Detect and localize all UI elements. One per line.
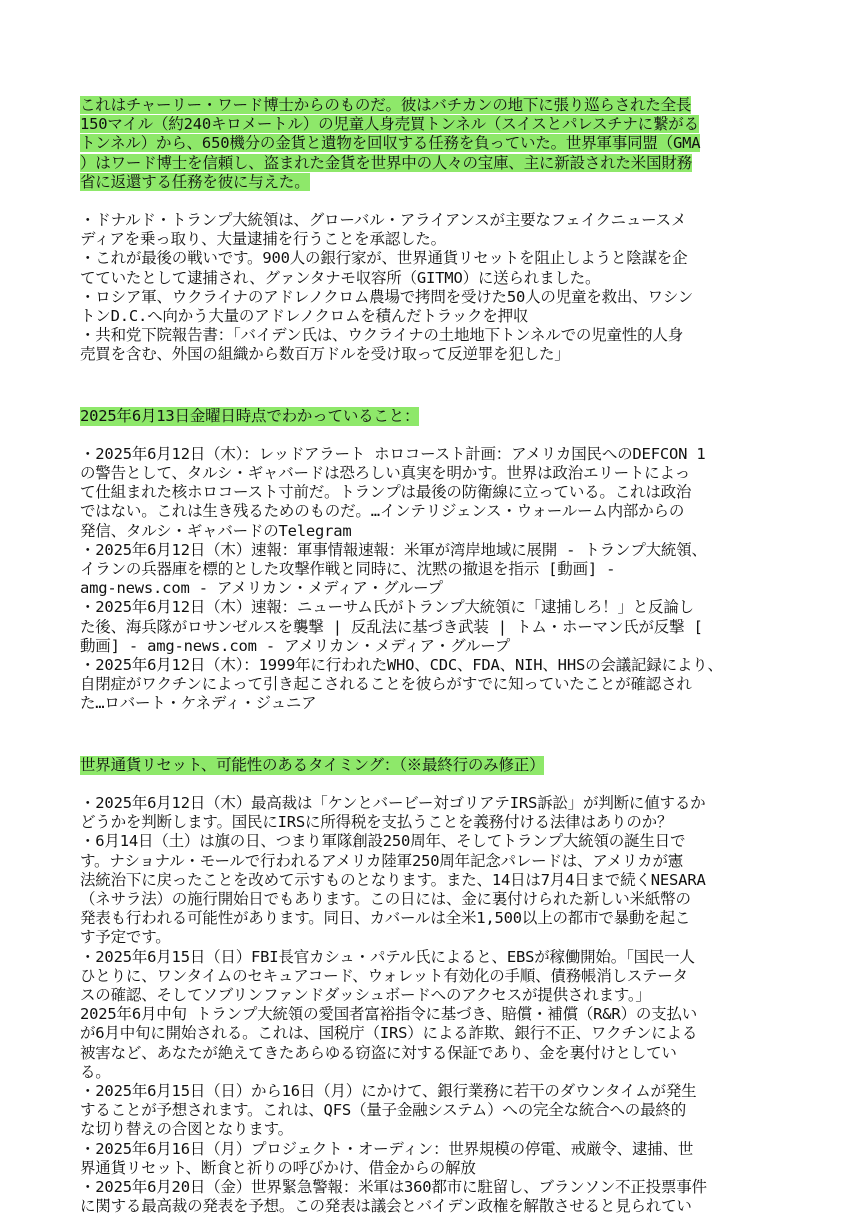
section-line: ・2025年6月15日（日）FBI長官カシュ・パテル氏によると、EBSが稼働開始。「国民一人 xyxy=(80,947,695,966)
section-line: す予定です。 xyxy=(80,928,171,947)
section-line: ・2025年6月12日（木）：レッドアラート ホロコースト計画：アメリカ国民へのDEFCON 1 xyxy=(80,444,706,463)
section-heading: 2025年6月13日金曜日時点でわかっていること： xyxy=(80,406,420,425)
news-line: ・ロシア軍、ウクライナのアドレノクロム農場で拷問を受けた50人の児童を救出、ワシン xyxy=(80,287,694,306)
news-line: てていたとして逮捕され、グァンタナモ収容所（GITMO）に送られました。 xyxy=(80,268,601,287)
section-line: ・2025年6月12日（木）速報：ニューサム氏がトランプ大統領に「逮捕しろ！」と反論し xyxy=(80,598,694,617)
news-line: ・ドナルド・トランプ大統領は、グローバル・アライアンスが主要なフェイクニュースメ xyxy=(80,211,687,230)
intro-line: これはチャーリー・ワード博士からのものだ。彼はバチカンの地下に張り巡らされた全長 xyxy=(80,96,692,114)
section-line: た…ロバート・ケネディ・ジュニア xyxy=(80,694,317,713)
section-line: スの確認、そしてソブリンファンドダッシュボードへのアクセスが提供されます。」 xyxy=(80,985,651,1004)
section-line: （ネサラ法）の施行開始日でもあります。この日には、金に裏付けられた新しい米紙幣の xyxy=(80,889,691,908)
news-line: トンD.C.へ向かう大量のアドレノクロムを積んだトラックを押収 xyxy=(80,307,529,326)
section-line: amg-news.com - アメリカン・メディア・グループ xyxy=(80,579,443,598)
section-line: に関する最高裁の発表を予想。この発表は議会とバイデン政権を解散させると見られてい xyxy=(80,1197,692,1216)
news-line: ・これが最後の戦いです。900人の銀行家が、世界通貨リセットを阻止しようと陰謀を企 xyxy=(80,249,688,268)
section-line: ではない。これは生き残るためのものだ。…インテリジェンス・ウォールーム内部からの xyxy=(80,502,685,521)
section-line: どうかを判断します。国民にIRSに所得税を支払うことを義務付ける法律はありのか？ xyxy=(80,813,673,832)
section-line: 被害など、あなたが絶えてきたあらゆる窃盗に対する保証であり、金を裏付けとしてい xyxy=(80,1043,677,1062)
section-heading: 世界通貨リセット、可能性のあるタイミング：（※最終行のみ修正） xyxy=(80,755,545,774)
section-line: イランの兵器庫を標的とした攻撃作戦と同時に、沈黙の撤退を指示 [動画] - xyxy=(80,560,616,579)
section-line: の警告として、タルシ・ギャバードは恐ろしい真実を明かす。世界は政治エリートによっ xyxy=(80,464,691,483)
intro-line: ）はワード博士を信頼し、盗まれた金貨を世界中の人々の宝庫、主に新設された米国財務 xyxy=(80,153,693,172)
section-line: 界通貨リセット、断食と祈りの呼びかけ、借金からの解放 xyxy=(80,1158,476,1177)
section-line: ・2025年6月20日（金）世界緊急警報：米軍は360都市に駐留し、ブランソン不正投票事件 xyxy=(80,1177,707,1196)
section-line: ・6月14日（土）は旗の日、つまり軍隊創設250周年、そしてトランプ大統領の誕生日で xyxy=(80,832,686,851)
section-line: 発表も行われる可能性があります。同日、カバールは全米1,500以上の都市で暴動を起こ xyxy=(80,909,691,928)
section-line: 動画] - amg-news.com - アメリカン・メディア・グループ xyxy=(80,636,511,655)
section-line: ひとりに、ワンタイムのセキュアコード、ウォレット有効化の手順、債務帳消しステータ xyxy=(80,966,688,985)
section-line: す。ナショナル・モールで行われるアメリカ陸軍250周年記念パレードは、アメリカが憲 xyxy=(80,851,684,870)
section-line: ・2025年6月16日（月）プロジェクト・オーディン：世界規模の停電、戒厳令、逮捕、世 xyxy=(80,1139,694,1158)
section-line: な切り替えの合図となります。 xyxy=(80,1120,293,1139)
section-known-facts xyxy=(80,407,770,714)
news-line: ・共和党下院報告書：「バイデン氏は、ウクライナの土地地下トンネルでの児童性的人身 xyxy=(80,326,684,345)
section-line: ・2025年6月12日（木）：1999年に行われたWHO、CDC、FDA、NIH、HHSの会議記録により、 xyxy=(80,656,723,675)
news-list-1 xyxy=(80,211,770,365)
section-line: 自閉症がワクチンによって引き起こされることを彼らがすでに知っていたことが確認され xyxy=(80,675,692,694)
section-line: た後、海兵隊がロサンゼルスを襲撃 | 反乱法に基づき武装 | トム・ホーマン氏が反撃 [ xyxy=(80,617,703,636)
section-line: ・2025年6月15日（日）から16日（月）にかけて、銀行業務に若干のダウンタイムが発生 xyxy=(80,1081,697,1100)
section-line: る。 xyxy=(80,1062,111,1081)
section-line: 2025年6月中旬 トランプ大統領の愛国者富裕指令に基づき、賠償・補償（R&R）の支払い xyxy=(80,1005,698,1024)
section-line: て仕組まれた核ホロコースト寸前だ。トランプは最後の防衛線に立っている。これは政治 xyxy=(80,483,692,502)
section-line: が6月中旬に開始される。これは、国税庁（IRS）による詐欺、銀行不正、ワクチンによる xyxy=(80,1024,698,1043)
news-line: ディアを乗っ取り、大量逮捕を行うことを承認した。 xyxy=(80,230,446,249)
section-line: ・2025年6月12日（木）速報：軍事情報速報：米軍が湾岸地域に展開 - トランプ大統領、 xyxy=(80,540,707,559)
intro-line: 省に返還する任務を彼に与えた。 xyxy=(80,172,310,191)
section-line: 法統治下に戻ったことを改めて示すものとなります。また、14日は7月4日まで続くNESARA xyxy=(80,870,706,889)
document-page xyxy=(80,96,770,1216)
intro-line: 150マイル（約240キロメートル）の児童人身売買トンネル（スイスとパレスチナに繋がる xyxy=(80,115,699,134)
intro-paragraph xyxy=(80,96,770,192)
intro-line: トンネル）から、650機分の金貨と遺物を回収する任務を負っていた。世界軍事同盟（GMA xyxy=(80,134,701,153)
section-line: することが予想されます。これは、QFS（量子金融システム）への完全な統合への最終的 xyxy=(80,1101,687,1120)
section-line: ・2025年6月12日（木）最高裁は「ケンとバービー対ゴリアテIRS訴訟」が判断に値するか xyxy=(80,793,706,812)
section-line: 発信、タルシ・ギャバードのTelegram xyxy=(80,521,352,540)
section-currency-reset xyxy=(80,756,770,1216)
news-line: 売買を含む、外国の組織から数百万ドルを受け取って反逆罪を犯した」 xyxy=(80,345,570,364)
